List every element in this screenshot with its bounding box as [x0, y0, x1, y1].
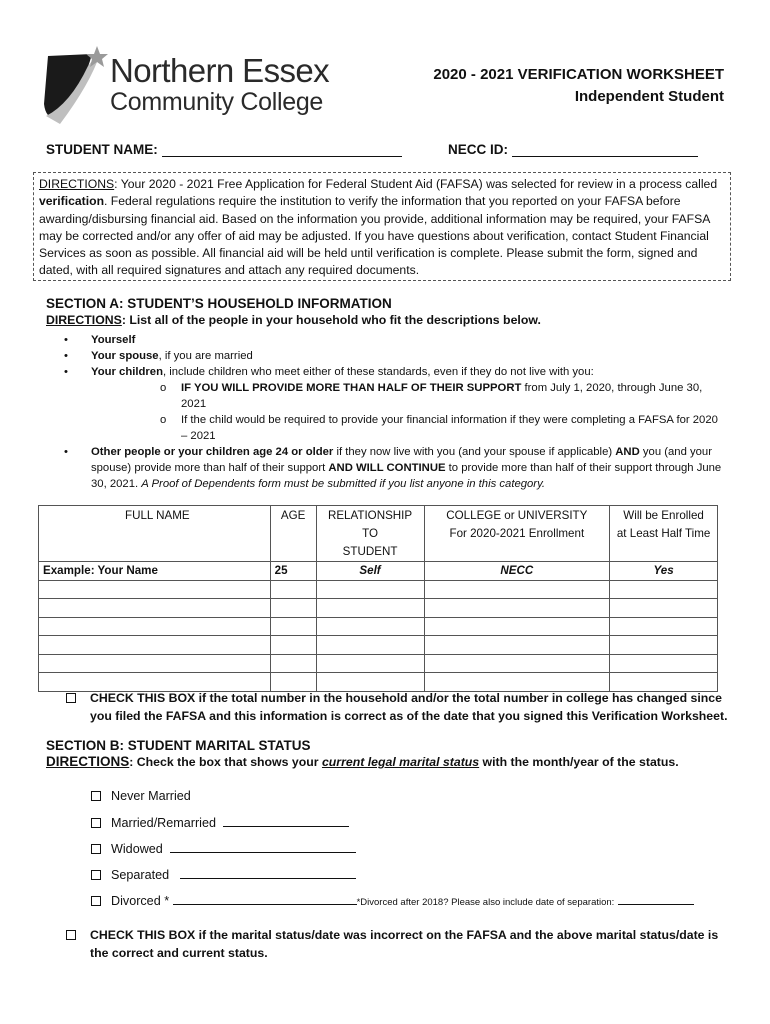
table-cell[interactable]	[270, 636, 316, 655]
table-cell[interactable]	[610, 617, 718, 636]
sub-item-1-text: from July 1, 2020, through June 30, 2021	[181, 382, 703, 410]
sub-item-1-bold: IF YOU WILL PROVIDE MORE THAN HALF OF THEIR SUPPORT	[181, 382, 522, 394]
sub-item-2-text: If the child would be required to provide your financial information if they were completing a FAFSA for 2020 – 2021	[181, 414, 718, 442]
bullet-spouse-bold: Your spouse	[91, 350, 159, 362]
divorced-date-field[interactable]	[173, 893, 357, 905]
table-cell[interactable]	[610, 654, 718, 673]
header-college-line2: For 2020-2021 Enrollment	[449, 527, 585, 540]
table-row	[39, 654, 718, 673]
section-b-directions-underlined: current legal marital status	[321, 755, 480, 769]
table-cell[interactable]	[270, 599, 316, 618]
list-item: • Your spouse, if you are married	[64, 350, 253, 362]
section-b-directions-text-a: : Check the box that shows your	[129, 755, 322, 769]
bullet-other-text-a: if they now live with you (and your spouse if applicable)	[333, 446, 616, 458]
header-relationship-line1: RELATIONSHIP TO	[327, 509, 413, 540]
table-cell[interactable]	[270, 654, 316, 673]
divorced-checkbox[interactable]	[91, 896, 101, 906]
marital-option-widowed	[91, 841, 741, 856]
table-cell[interactable]	[424, 617, 610, 636]
example-relationship: Self	[316, 562, 424, 581]
married-date-field[interactable]	[223, 815, 349, 827]
example-enrolled: Yes	[610, 562, 718, 581]
marital-option-divorced	[91, 893, 741, 908]
table-cell[interactable]	[39, 617, 271, 636]
sub-list-item: o If the child would be required to provide your financial information if they were completing a FAFSA for 2020 – 2021	[160, 414, 718, 442]
table-cell[interactable]	[39, 636, 271, 655]
worksheet-title: 2020 - 2021 VERIFICATION WORKSHEET	[433, 66, 724, 83]
logo-name-line1: Northern Essex	[110, 52, 330, 89]
divorced-note: *Divorced after 2018? Please also include date of separation:	[356, 897, 615, 908]
header-relationship	[316, 506, 424, 562]
necc-id-field[interactable]	[512, 143, 698, 157]
bullet-other-text-b: you (and your spouse) provide more than half of their support	[91, 446, 712, 474]
header-enrolled	[610, 506, 718, 562]
list-item: • Yourself	[64, 334, 136, 346]
header-enrolled-line1: Will be Enrolled	[623, 509, 704, 522]
header-college-line1: COLLEGE or UNIVERSITY	[446, 509, 588, 522]
bullet-children-bold: Your children	[91, 366, 163, 378]
table-cell[interactable]	[610, 580, 718, 599]
worksheet-subtitle: Independent Student	[574, 88, 724, 105]
table-cell[interactable]	[316, 654, 424, 673]
directions-text-1: : Your 2020 - 2021 Free Application for Federal Student Aid (FAFSA) was selected for review in a process called	[114, 177, 718, 191]
table-cell[interactable]	[316, 599, 424, 618]
married-label: Married/Remarried	[111, 816, 216, 830]
header-college	[424, 506, 610, 562]
household-change-text: CHECK THIS BOX if the total number in the household and/or the total number in college has changed since you filed the FAFSA and this information is correct as of the date that you signed this Verification Worksheet.	[90, 691, 728, 723]
separated-checkbox[interactable]	[91, 870, 101, 880]
bullet-other-italic: A Proof of Dependents form must be submitted if you list anyone in this category.	[141, 478, 546, 490]
list-item: • Other people or your children age 24 or older if they now live with you (and your spouse if applicable) AND you (and your spouse) provide more than half of their support AND WILL CONTINUE to provide more than half of their support through June 30, 2021. A Proof of Dependents form must be submitted if you list anyone in this category.	[64, 446, 722, 490]
college-logo	[40, 44, 330, 126]
table-cell[interactable]	[424, 636, 610, 655]
section-b-header	[46, 738, 726, 769]
household-criteria-list	[62, 332, 722, 492]
section-a-directions-label: DIRECTIONS	[46, 313, 122, 327]
table-cell[interactable]	[39, 654, 271, 673]
table-header-row	[39, 506, 718, 562]
section-b-directions	[46, 754, 726, 769]
list-item: • Your children, include children who meet either of these standards, even if they do not live with you:	[64, 366, 594, 378]
table-cell[interactable]	[316, 617, 424, 636]
bullet-other-continue: AND WILL CONTINUE	[328, 462, 446, 474]
bullet-spouse-text: , if you are married	[158, 350, 253, 362]
section-a-directions	[46, 313, 726, 327]
table-cell[interactable]	[424, 654, 610, 673]
directions-label: DIRECTIONS	[39, 177, 115, 191]
table-cell[interactable]	[270, 617, 316, 636]
married-checkbox[interactable]	[91, 818, 101, 828]
separated-date-field[interactable]	[180, 867, 356, 879]
table-cell[interactable]	[270, 580, 316, 599]
table-cell[interactable]	[424, 580, 610, 599]
swoosh-star-icon	[40, 44, 110, 126]
marital-correction-text: CHECK THIS BOX if the marital status/date was incorrect on the FAFSA and the above marital status/date is the correct and current status.	[90, 928, 719, 960]
bullet-other-and: AND	[615, 446, 640, 458]
never-married-label: Never Married	[111, 789, 191, 803]
table-row	[39, 636, 718, 655]
widowed-checkbox[interactable]	[91, 844, 101, 854]
section-a-header	[46, 296, 726, 327]
marital-option-married	[91, 815, 741, 830]
header-age: AGE	[270, 506, 316, 562]
bullet-other-text-c: to provide more than half of their support through June 30, 2021.	[91, 462, 722, 490]
table-cell[interactable]	[610, 636, 718, 655]
example-name: Example: Your Name	[39, 562, 271, 581]
logo-name-line2: Community College	[110, 88, 324, 116]
divorced-label: Divorced *	[111, 894, 170, 908]
table-cell[interactable]	[610, 599, 718, 618]
bullet-children-text: , include children who meet either of these standards, even if they do not live with you:	[162, 366, 594, 378]
table-cell[interactable]	[316, 580, 424, 599]
separated-label: Separated	[111, 868, 170, 882]
directions-text-2: . Federal regulations require the institution to verify the information that you reported on your FAFSA before awarding/disbursing financial aid. Based on the information you provide, additional information may be required, your FAFSA may be corrected and/or any offer of aid may be adjusted. If you have questions about verification, contact Student Financial Services as soon as possible. All financial aid will be held until verification is complete. Please submit the form, signed and dated, with all required signatures and attach any required documents.	[39, 194, 710, 278]
section-b-directions-text-b: with the month/year of the status.	[479, 755, 679, 769]
table-row	[39, 580, 718, 599]
separation-date-field[interactable]	[618, 893, 694, 905]
section-a-title: SECTION A: STUDENT’S HOUSEHOLD INFORMATION	[46, 296, 392, 311]
widowed-date-field[interactable]	[170, 841, 356, 853]
document-title	[433, 64, 724, 108]
example-college: NECC	[424, 562, 610, 581]
bullet-other-bold: Other people or your children age 24 or older	[91, 446, 334, 458]
marital-correction-checkbox[interactable]	[66, 930, 76, 940]
household-change-checkbox[interactable]	[66, 693, 76, 703]
directions-verification: verification	[39, 194, 105, 209]
necc-id-label: NECC ID	[448, 142, 504, 157]
directions-box	[33, 172, 731, 281]
bullet-yourself: Yourself	[91, 334, 136, 346]
household-table	[38, 505, 718, 692]
section-a-directions-text: : List all of the people in your household who fit the descriptions below.	[121, 313, 541, 327]
marital-correction-checkbox-row	[66, 926, 736, 960]
section-b-directions-label: DIRECTIONS	[46, 754, 130, 769]
widowed-label: Widowed	[111, 842, 163, 856]
header-full-name: FULL NAME	[39, 506, 271, 562]
table-cell[interactable]	[39, 580, 271, 599]
marital-option-separated	[91, 867, 741, 882]
table-row	[39, 599, 718, 618]
sub-list-item: o IF YOU WILL PROVIDE MORE THAN HALF OF THEIR SUPPORT from July 1, 2020, through June 30, 2021	[160, 382, 703, 410]
header-enrolled-line2: at Least Half Time	[616, 527, 711, 540]
student-name-field[interactable]	[162, 143, 402, 157]
table-row	[39, 617, 718, 636]
student-name-label: STUDENT NAME	[46, 142, 154, 157]
table-cell[interactable]	[316, 636, 424, 655]
table-cell[interactable]	[39, 599, 271, 618]
household-change-checkbox-row	[66, 689, 736, 723]
table-cell[interactable]	[424, 599, 610, 618]
example-age: 25	[270, 562, 316, 581]
header-relationship-line2: STUDENT	[342, 545, 398, 558]
student-id-row: STUDENT NAME: NECC ID:	[46, 142, 726, 157]
table-example-row	[39, 562, 718, 581]
never-married-checkbox[interactable]	[91, 791, 101, 801]
section-b-title: SECTION B: STUDENT MARITAL STATUS	[46, 738, 311, 753]
marital-option-never-married	[91, 789, 741, 803]
